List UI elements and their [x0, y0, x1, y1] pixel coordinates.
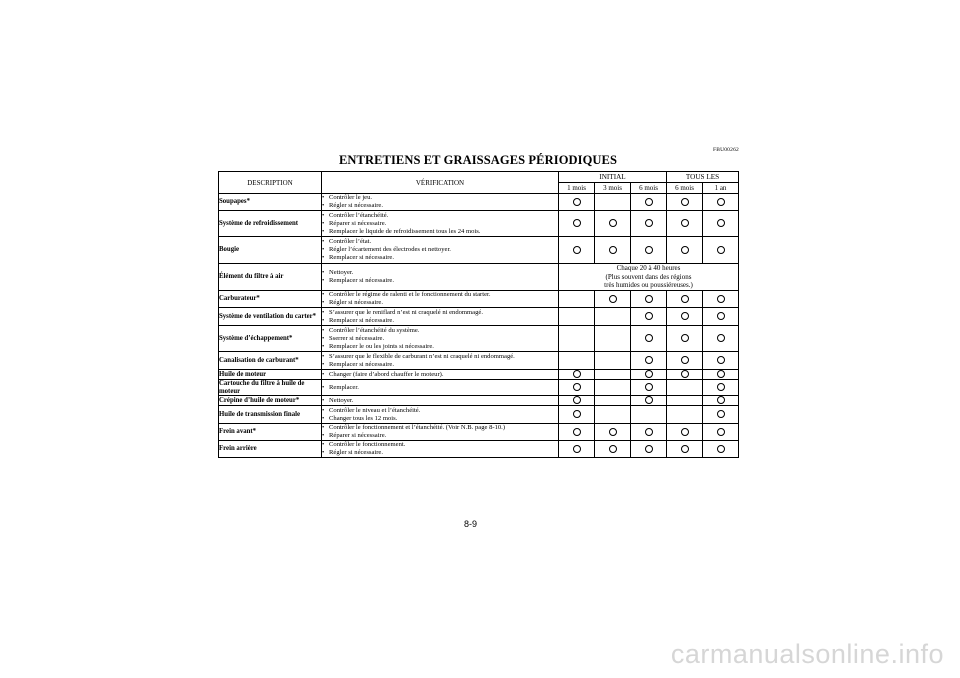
bullet-icon: •: [322, 277, 325, 284]
interval-cell: [631, 326, 667, 352]
check-circle-icon: [645, 334, 653, 342]
interval-cell: [631, 441, 667, 458]
interval-cell: [595, 194, 631, 211]
interval-cell: [559, 308, 595, 326]
check-circle-icon: [717, 198, 725, 206]
check-circle-icon: [645, 246, 653, 254]
interval-cell: [703, 352, 739, 370]
interval-cell: [631, 291, 667, 308]
verification-item: [322, 361, 558, 369]
bullet-icon: •: [322, 269, 325, 276]
check-circle-icon: [573, 219, 581, 227]
interval-cell: [667, 441, 703, 458]
interval-cell: [631, 194, 667, 211]
bullet-icon: •: [322, 211, 325, 219]
interval-cell: [631, 352, 667, 370]
interval-cell: [667, 194, 703, 211]
interval-cell: [703, 380, 739, 396]
check-circle-icon: [645, 396, 653, 404]
verification-text: Remplacer si nécessaire.: [329, 254, 394, 261]
bullet-icon: •: [322, 194, 325, 201]
row-verification: [322, 237, 559, 264]
row-verification: [322, 396, 559, 406]
row-verification: [322, 370, 559, 380]
table-row: [219, 264, 739, 291]
row-description: Système d’échappement*: [219, 326, 322, 352]
verification-text: S’assurer que le reniflard n’est ni craquelé ni endommagé.: [329, 308, 483, 316]
row-description: Système de refroidissement: [219, 211, 322, 237]
verification-item: [322, 415, 558, 423]
verification-text: Contrôler le fonctionnement.: [329, 441, 406, 448]
interval-note-line: très humides ou poussiéreuses.): [604, 281, 693, 290]
verification-text: Contrôler le régime de ralenti et le fonctionnement du starter.: [329, 291, 491, 298]
row-verification: [322, 308, 559, 326]
interval-cell: [667, 308, 703, 326]
bullet-icon: •: [322, 334, 325, 342]
verification-item: [322, 441, 558, 449]
bullet-icon: •: [322, 254, 325, 261]
bullet-icon: •: [322, 219, 325, 227]
header-interval: 3 mois: [595, 183, 631, 194]
watermark: carmanualsonline.info: [670, 639, 944, 669]
header-initial: INITIAL: [559, 172, 667, 183]
interval-note-line: (Plus souvent dans des régions: [605, 272, 692, 281]
interval-cell: [667, 406, 703, 424]
interval-cell: [667, 380, 703, 396]
verification-text: Remplacer.: [329, 383, 359, 391]
check-circle-icon: [717, 295, 725, 303]
check-circle-icon: [573, 410, 581, 418]
verification-item: [322, 299, 558, 307]
interval-cell: [667, 237, 703, 264]
interval-cell: [559, 370, 595, 380]
row-description: Frein arrière: [219, 441, 322, 458]
interval-cell: [703, 406, 739, 424]
header-description: DESCRIPTION: [219, 172, 322, 194]
bullet-icon: •: [322, 383, 325, 391]
check-circle-icon: [573, 370, 581, 378]
check-circle-icon: [717, 445, 725, 453]
check-circle-icon: [681, 356, 689, 364]
interval-cell: [667, 370, 703, 380]
interval-cell: [631, 424, 667, 441]
page-title: ENTRETIENS ET GRAISSAGES PÉRIODIQUES: [338, 153, 618, 167]
verification-text: Changer tous les 12 mois.: [329, 414, 398, 422]
verification-text: Contrôler le niveau et l’étanchéité.: [329, 406, 421, 414]
verification-item: [322, 397, 558, 405]
check-circle-icon: [681, 295, 689, 303]
interval-cell: [559, 406, 595, 424]
check-circle-icon: [717, 334, 725, 342]
row-description: Crépine d’huile de moteur*: [219, 396, 322, 406]
interval-cell: [667, 396, 703, 406]
row-verification: [322, 424, 559, 441]
table-row: [219, 441, 739, 458]
interval-cell: [631, 406, 667, 424]
verification-text: Nettoyer.: [329, 269, 354, 276]
interval-cell: [595, 441, 631, 458]
verification-item: [322, 335, 558, 343]
check-circle-icon: [681, 445, 689, 453]
check-circle-icon: [645, 445, 653, 453]
interval-cell: [595, 237, 631, 264]
bullet-icon: •: [322, 414, 325, 422]
verification-item: [322, 254, 558, 262]
bullet-icon: •: [322, 370, 325, 378]
row-verification: [322, 291, 559, 308]
verification-item: [322, 228, 558, 236]
interval-cell: [559, 352, 595, 370]
interval-cell: [559, 396, 595, 406]
verification-text: Remplacer le ou les joints si nécessaire.: [329, 342, 434, 350]
bullet-icon: •: [322, 202, 325, 209]
row-verification: [322, 441, 559, 458]
verification-text: Contrôler l’état.: [329, 238, 372, 245]
row-description: Soupapes*: [219, 194, 322, 211]
verification-item: [322, 353, 558, 361]
verification-text: Régler si nécessaire.: [329, 299, 384, 306]
interval-cell: [595, 211, 631, 237]
verification-item: [322, 309, 558, 317]
interval-cell: [595, 352, 631, 370]
row-description: Huile de moteur: [219, 370, 322, 380]
verification-item: [322, 407, 558, 415]
check-circle-icon: [717, 246, 725, 254]
interval-note-line: Chaque 20 à 40 heures: [616, 264, 681, 273]
verification-item: [322, 343, 558, 351]
bullet-icon: •: [322, 441, 325, 448]
table-row: [219, 370, 739, 380]
verification-text: Régler si nécessaire.: [329, 202, 384, 209]
check-circle-icon: [573, 396, 581, 404]
bullet-icon: •: [322, 424, 325, 431]
row-verification: [322, 194, 559, 211]
interval-note: [559, 264, 739, 291]
table-row: [219, 291, 739, 308]
verification-text: Contrôler l’étanchéité.: [329, 211, 389, 219]
check-circle-icon: [681, 428, 689, 436]
check-circle-icon: [609, 428, 617, 436]
row-description: Huile de transmission finale: [219, 406, 322, 424]
bullet-icon: •: [322, 291, 325, 298]
verification-item: [322, 246, 558, 254]
interval-cell: [595, 380, 631, 396]
check-circle-icon: [645, 370, 653, 378]
check-circle-icon: [681, 219, 689, 227]
interval-cell: [703, 424, 739, 441]
verification-text: Régler l’écartement des électrodes et nettoyer.: [329, 246, 451, 253]
interval-cell: [559, 326, 595, 352]
verification-text: Sserrer si nécessaire.: [329, 334, 385, 342]
check-circle-icon: [717, 356, 725, 364]
interval-cell: [703, 194, 739, 211]
bullet-icon: •: [322, 396, 325, 404]
verification-text: Régler si nécessaire.: [329, 449, 384, 456]
header-interval: 1 an: [703, 183, 739, 194]
header-tous-les: TOUS LES: [667, 172, 739, 183]
interval-cell: [703, 396, 739, 406]
check-circle-icon: [681, 370, 689, 378]
interval-cell: [703, 291, 739, 308]
interval-cell: [703, 370, 739, 380]
bullet-icon: •: [322, 238, 325, 245]
bullet-icon: •: [322, 432, 325, 439]
interval-cell: [595, 326, 631, 352]
check-circle-icon: [573, 428, 581, 436]
bullet-icon: •: [322, 227, 325, 235]
verification-text: Réparer si nécessaire.: [329, 432, 387, 439]
verification-text: Contrôler le jeu.: [329, 194, 373, 201]
table-row: [219, 237, 739, 264]
verification-item: [322, 291, 558, 299]
interval-cell: [559, 211, 595, 237]
check-circle-icon: [645, 219, 653, 227]
bullet-icon: •: [322, 342, 325, 350]
bullet-icon: •: [322, 406, 325, 414]
verification-item: [322, 384, 558, 392]
check-circle-icon: [717, 312, 725, 320]
interval-cell: [667, 291, 703, 308]
check-circle-icon: [573, 383, 581, 391]
interval-cell: [595, 406, 631, 424]
bullet-icon: •: [322, 246, 325, 253]
interval-cell: [595, 396, 631, 406]
check-circle-icon: [717, 428, 725, 436]
bullet-icon: •: [322, 449, 325, 456]
check-circle-icon: [609, 219, 617, 227]
interval-cell: [631, 380, 667, 396]
verification-text: Remplacer le liquide de refroidissement tous les 24 mois.: [329, 227, 481, 235]
check-circle-icon: [717, 410, 725, 418]
header-verification: VÉRIFICATION: [322, 172, 559, 194]
verification-item: [322, 277, 558, 285]
reference-code: FBU00262: [712, 147, 739, 153]
check-circle-icon: [681, 334, 689, 342]
check-circle-icon: [573, 445, 581, 453]
header-row-1: [219, 172, 739, 183]
bullet-icon: •: [322, 360, 325, 368]
interval-cell: [595, 370, 631, 380]
row-description: Bougie: [219, 237, 322, 264]
verification-text: Réparer si nécessaire.: [329, 219, 387, 227]
verification-item: [322, 449, 558, 457]
interval-cell: [631, 370, 667, 380]
table-row: [219, 308, 739, 326]
verification-text: Remplacer si nécessaire.: [329, 316, 394, 324]
verification-text: Remplacer si nécessaire.: [329, 277, 394, 284]
check-circle-icon: [609, 295, 617, 303]
check-circle-icon: [717, 396, 725, 404]
row-description: Frein avant*: [219, 424, 322, 441]
row-description: Système de ventilation du carter*: [219, 308, 322, 326]
check-circle-icon: [681, 312, 689, 320]
interval-cell: [559, 237, 595, 264]
interval-cell: [559, 194, 595, 211]
page-number: 8-9: [464, 519, 478, 529]
verification-item: [322, 269, 558, 277]
check-circle-icon: [645, 383, 653, 391]
interval-cell: [667, 352, 703, 370]
interval-cell: [559, 424, 595, 441]
bullet-icon: •: [322, 326, 325, 334]
interval-cell: [631, 211, 667, 237]
check-circle-icon: [717, 219, 725, 227]
check-circle-icon: [645, 312, 653, 320]
interval-cell: [703, 308, 739, 326]
verification-item: [322, 202, 558, 210]
table-row: [219, 380, 739, 396]
verification-text: Remplacer si nécessaire.: [329, 360, 394, 368]
bullet-icon: •: [322, 316, 325, 324]
table-row: [219, 424, 739, 441]
row-verification: [322, 211, 559, 237]
interval-cell: [559, 291, 595, 308]
table-row: [219, 326, 739, 352]
table-row: [219, 211, 739, 237]
bullet-icon: •: [322, 352, 325, 360]
row-description: Élément du filtre à air: [219, 264, 322, 291]
interval-cell: [595, 424, 631, 441]
interval-cell: [703, 237, 739, 264]
check-circle-icon: [573, 198, 581, 206]
verification-text: S’assurer que le flexible de carburant n’est ni craquelé ni endommagé.: [329, 352, 515, 360]
verification-text: Contrôler l’étanchéité du système.: [329, 326, 420, 334]
interval-cell: [667, 211, 703, 237]
verification-item: [322, 432, 558, 440]
interval-cell: [595, 291, 631, 308]
verification-item: [322, 327, 558, 335]
interval-cell: [703, 326, 739, 352]
check-circle-icon: [645, 428, 653, 436]
interval-cell: [595, 308, 631, 326]
verification-item: [322, 238, 558, 246]
verification-text: Nettoyer.: [329, 396, 354, 404]
row-description: Cartouche du filtre à huile de moteur: [219, 380, 322, 396]
check-circle-icon: [681, 246, 689, 254]
check-circle-icon: [645, 356, 653, 364]
row-verification: [322, 264, 559, 291]
table-row: [219, 396, 739, 406]
table-row: [219, 352, 739, 370]
interval-cell: [703, 211, 739, 237]
interval-cell: [631, 237, 667, 264]
row-description: Carburateur*: [219, 291, 322, 308]
bullet-icon: •: [322, 308, 325, 316]
verification-text: Changer (faire d’abord chauffer le moteur).: [329, 370, 444, 378]
verification-item: [322, 194, 558, 202]
bullet-icon: •: [322, 299, 325, 306]
row-description: Canalisation de carburant*: [219, 352, 322, 370]
interval-cell: [559, 441, 595, 458]
row-verification: [322, 406, 559, 424]
table-row: [219, 194, 739, 211]
interval-cell: [631, 308, 667, 326]
header-interval: 6 mois: [667, 183, 703, 194]
header-interval: 6 mois: [631, 183, 667, 194]
interval-cell: [667, 424, 703, 441]
header-interval: 1 mois: [559, 183, 595, 194]
row-verification: [322, 326, 559, 352]
interval-cell: [631, 396, 667, 406]
table-row: [219, 406, 739, 424]
check-circle-icon: [717, 370, 725, 378]
verification-text: Contrôler le fonctionnement et l’étanchéité. (Voir N.B. page 8-10.): [329, 424, 506, 431]
interval-cell: [559, 380, 595, 396]
maintenance-table: [218, 171, 739, 458]
check-circle-icon: [645, 295, 653, 303]
verification-item: [322, 371, 558, 379]
row-verification: [322, 352, 559, 370]
table-body: [219, 194, 739, 458]
check-circle-icon: [717, 383, 725, 391]
interval-cell: [667, 326, 703, 352]
verification-item: [322, 317, 558, 325]
check-circle-icon: [609, 445, 617, 453]
check-circle-icon: [609, 246, 617, 254]
verification-item: [322, 424, 558, 432]
check-circle-icon: [573, 246, 581, 254]
verification-item: [322, 220, 558, 228]
verification-item: [322, 212, 558, 220]
interval-cell: [703, 441, 739, 458]
check-circle-icon: [681, 198, 689, 206]
row-verification: [322, 380, 559, 396]
check-circle-icon: [645, 198, 653, 206]
